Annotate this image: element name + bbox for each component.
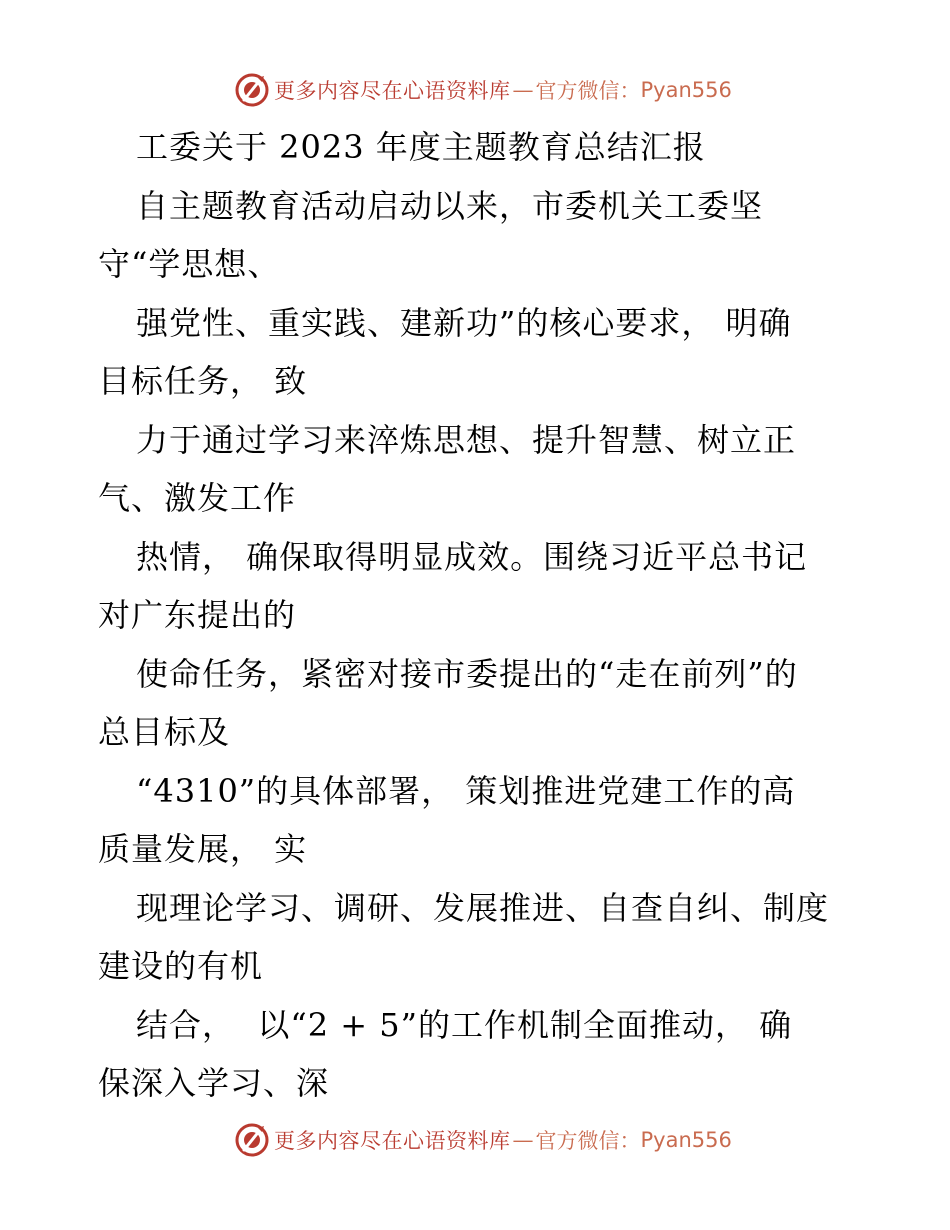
body-line: 质量发展， 实	[98, 830, 308, 868]
header-brand-text: 更多内容尽在心语资料库	[274, 79, 511, 103]
footer-watermark	[234, 1120, 732, 1160]
body-line: 力于通过学习来淬炼思想、提升智慧、树立正	[136, 421, 797, 459]
footer-wechat-label: 官方微信：	[535, 1129, 641, 1153]
body-line: 结合， 以“2 + 5”的工作机制全面推动， 确	[136, 1006, 793, 1044]
body-line: 守“学思想、	[98, 245, 281, 283]
body-line: 对广东提出的	[98, 596, 297, 634]
body-line: 热情， 确保取得明显成效。围绕习近平总书记	[136, 538, 808, 576]
header-watermark	[234, 70, 732, 110]
document-title: 工委关于 2023 年度主题教育总结汇报	[136, 128, 706, 166]
body-line: 气、激发工作	[98, 479, 297, 517]
body-line: 保深入学习、深	[98, 1064, 330, 1102]
body-line: 总目标及	[98, 713, 231, 751]
footer-wechat-id: Pyan556	[640, 1128, 732, 1152]
body-line: “4310”的具体部署， 策划推进党建工作的高	[136, 772, 796, 810]
footer-separator: —	[512, 1128, 534, 1152]
body-line: 自主题教育活动启动以来，市委机关工委坚	[136, 187, 764, 225]
body-line: 强党性、重实践、建新功”的核心要求， 明确	[136, 304, 792, 342]
header-wechat-label: 官方微信：	[535, 79, 641, 103]
body-line: 使命任务，紧密对接市委提出的“走在前列”的	[136, 655, 798, 693]
brand-logo-icon	[234, 72, 270, 108]
body-line: 现理论学习、调研、发展推进、自查自纠、制度	[136, 889, 830, 927]
body-line: 目标任务， 致	[98, 362, 308, 400]
brand-logo-icon	[234, 1122, 270, 1158]
header-separator: —	[512, 78, 534, 102]
body-line: 建设的有机	[98, 947, 264, 985]
header-wechat-id: Pyan556	[640, 78, 732, 102]
footer-brand-text: 更多内容尽在心语资料库	[274, 1129, 511, 1153]
